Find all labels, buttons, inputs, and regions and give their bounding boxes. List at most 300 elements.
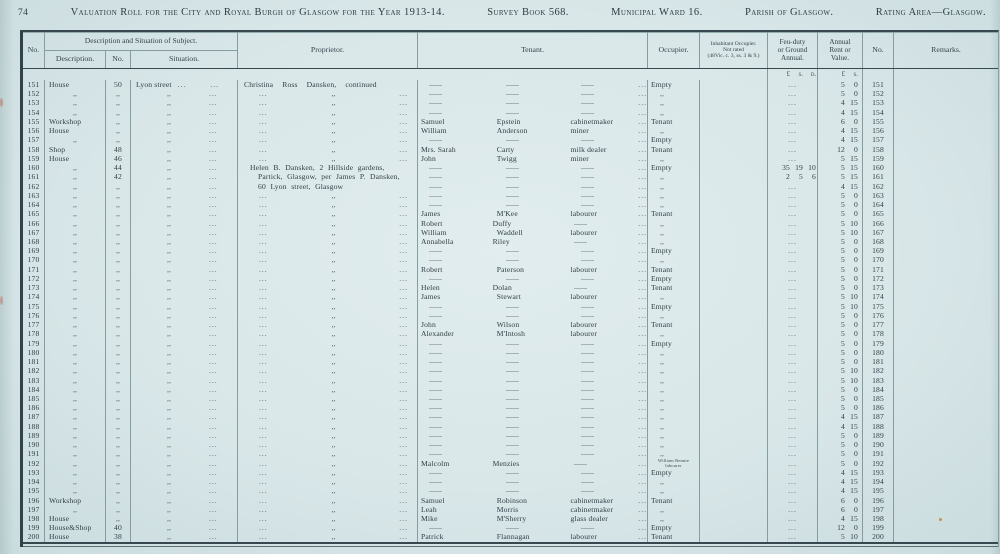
- cell-inhabitant-occupier: [700, 182, 768, 191]
- rent-shillings: 15: [850, 153, 858, 163]
- cell-feu-duty: [768, 108, 818, 117]
- dash-mark: —: [580, 449, 594, 459]
- cell-situation: [131, 172, 238, 181]
- rent-pounds: 5: [841, 366, 845, 376]
- continuation-dots: ...: [209, 477, 218, 487]
- cell-description: [45, 228, 106, 237]
- table-row: [23, 108, 998, 117]
- ditto-mark: ,,: [72, 338, 78, 348]
- continuation-dots: ...: [399, 227, 408, 237]
- header-proprietor: Proprietor.: [238, 32, 418, 68]
- continuation-dots: ...: [259, 89, 268, 99]
- continuation-dots: ...: [209, 236, 218, 246]
- cell-entry-no-right: [863, 219, 894, 228]
- continuation-dots: ...: [209, 144, 218, 154]
- description-text: House&Shop: [49, 523, 92, 533]
- tenant-surname: [494, 108, 569, 117]
- rent-pounds: 5: [841, 153, 845, 163]
- continuation-dots: ...: [638, 80, 647, 89]
- entry-number: 179: [872, 338, 884, 348]
- cell-occupier: [648, 117, 700, 126]
- continuation-dots: ...: [399, 329, 408, 339]
- entry-number: 185: [27, 393, 40, 403]
- ditto-mark: ,,: [72, 504, 78, 514]
- tenant-first-name: [418, 339, 494, 348]
- dash-mark: —: [580, 310, 594, 320]
- entry-number: 165: [872, 209, 884, 219]
- ditto-mark: ,,: [72, 440, 78, 450]
- entry-number: 162: [27, 181, 40, 191]
- tenant-surname: Paterson: [496, 264, 525, 274]
- dash-mark: —: [505, 172, 519, 182]
- continuation-dots: ...: [399, 523, 408, 533]
- continuation-dots: ...: [788, 126, 797, 136]
- cell-annual-rent: [818, 320, 863, 329]
- cell-description: [45, 98, 106, 107]
- ditto-mark: ,,: [167, 89, 172, 99]
- dash-mark: —: [429, 440, 443, 450]
- cell-occupier: [648, 292, 700, 301]
- ditto-mark: ,,: [167, 163, 172, 173]
- entry-number: 192: [872, 458, 884, 468]
- cell-inhabitant-occupier: [700, 274, 768, 283]
- ditto-mark: ,,: [331, 107, 336, 117]
- rent-pounds: 5: [841, 532, 845, 542]
- cell-entry-no-right: [863, 449, 894, 458]
- cell-street-no: [106, 385, 131, 394]
- cell-annual-rent: [818, 339, 863, 348]
- tenant-first-name: Samuel: [421, 116, 445, 126]
- header-street-no: No.: [106, 51, 131, 68]
- cell-entry-no: [23, 219, 45, 228]
- cell-feu-duty: [768, 339, 818, 348]
- cell-entry-no: [23, 385, 45, 394]
- entry-number: 185: [872, 393, 884, 403]
- tenant-surname: Stewart: [496, 292, 521, 302]
- tenant-first-name: [418, 486, 494, 495]
- rent-pounds: 6: [841, 116, 845, 126]
- continuation-dots: ...: [638, 135, 647, 145]
- cell-occupier: [648, 339, 700, 348]
- cell-feu-duty: [768, 145, 818, 154]
- tenant-trade: [569, 80, 639, 89]
- cell-tenant: [418, 523, 648, 532]
- cell-street-no: [106, 292, 131, 301]
- cell-entry-no: [23, 89, 45, 98]
- ditto-mark: ,,: [115, 181, 121, 191]
- tenant-surname: [494, 163, 569, 172]
- ditto-mark: ,,: [167, 181, 172, 191]
- tenant-first-name: [418, 302, 494, 311]
- cell-occupier: [648, 145, 700, 154]
- dash-mark: —: [580, 430, 594, 440]
- cell-inhabitant-occupier: [700, 246, 768, 255]
- dash-mark: —: [580, 486, 594, 496]
- tenant-first-name: Annabella: [421, 236, 454, 246]
- entry-number: 193: [872, 467, 884, 477]
- cell-entry-no: [23, 302, 45, 311]
- cell-proprietor: [238, 246, 418, 255]
- ditto-mark: ,,: [115, 384, 121, 394]
- occupier-text: Empty: [651, 246, 672, 256]
- cell-occupier: [648, 505, 700, 514]
- ditto-mark: ,,: [72, 449, 78, 459]
- ditto-mark: ,,: [331, 292, 336, 302]
- continuation-dots: ...: [638, 458, 647, 468]
- feu-pounds: 35: [782, 163, 790, 173]
- continuation-dots: ...: [788, 209, 797, 219]
- cell-annual-rent: [818, 329, 863, 338]
- dash-mark: —: [429, 181, 443, 191]
- tenant-surname: [494, 394, 569, 403]
- entry-number: 175: [27, 301, 40, 311]
- occupier-text: Tenant: [651, 532, 673, 542]
- cell-feu-duty: [768, 154, 818, 163]
- cell-entry-no-right: [863, 357, 894, 366]
- cell-entry-no-right: [863, 329, 894, 338]
- dash-mark: —: [580, 172, 594, 182]
- occupier-text: ,,: [660, 227, 665, 237]
- cell-remarks: [894, 496, 998, 505]
- entry-number: 169: [872, 246, 884, 256]
- cell-feu-duty: [768, 246, 818, 255]
- dash-mark: —: [505, 135, 519, 145]
- entry-number: 172: [872, 273, 884, 283]
- cell-proprietor: [238, 172, 418, 181]
- tenant-surname: [494, 431, 569, 440]
- continuation-dots: ...: [399, 126, 408, 136]
- table-row: [23, 126, 998, 135]
- continuation-dots: ...: [399, 440, 408, 450]
- ditto-mark: ,,: [331, 421, 336, 431]
- entry-number: 192: [27, 458, 40, 468]
- dash-mark: —: [429, 430, 443, 440]
- continuation-dots: ...: [788, 190, 797, 200]
- cell-annual-rent: [818, 357, 863, 366]
- table-row: [23, 486, 998, 495]
- ditto-mark: ,,: [167, 116, 172, 126]
- table-row: [23, 200, 998, 209]
- continuation-dots: ...: [788, 514, 797, 524]
- rent-shillings: 10: [850, 532, 858, 542]
- entry-number: 171: [872, 264, 884, 274]
- dash-mark: —: [580, 246, 594, 256]
- tenant-surname: [494, 422, 569, 431]
- dash-mark: —: [505, 80, 519, 89]
- cell-description: [45, 302, 106, 311]
- cell-situation: [131, 302, 238, 311]
- cell-street-no: [106, 191, 131, 200]
- continuation-dots: ...: [788, 218, 797, 228]
- tenant-first-name: [418, 422, 494, 431]
- occupier-text: ,,: [660, 190, 665, 200]
- continuation-dots: ...: [209, 375, 218, 385]
- cell-description: [45, 246, 106, 255]
- rent-shillings: 15: [850, 477, 858, 487]
- cell-annual-rent: [818, 348, 863, 357]
- cell-remarks: [894, 357, 998, 366]
- cell-tenant: [418, 126, 648, 135]
- cell-occupier: [648, 385, 700, 394]
- tenant-trade: [569, 255, 639, 264]
- table-row: [23, 422, 998, 431]
- cell-entry-no-right: [863, 191, 894, 200]
- dash-mark: —: [429, 449, 443, 459]
- header-remarks: Remarks.: [931, 44, 961, 54]
- table-row: [23, 376, 998, 385]
- cell-entry-no: [23, 357, 45, 366]
- continuation-dots: ...: [638, 255, 647, 265]
- entry-number: 152: [27, 89, 40, 99]
- ditto-mark: ,,: [167, 458, 172, 468]
- ditto-mark: ,,: [331, 126, 336, 136]
- rent-pounds: 5: [841, 163, 845, 173]
- header-no-right: No.: [863, 32, 894, 68]
- cell-situation: [131, 292, 238, 301]
- rent-shillings: 0: [854, 80, 858, 89]
- cell-feu-duty: [768, 394, 818, 403]
- dash-mark: —: [429, 403, 443, 413]
- cell-annual-rent: [818, 385, 863, 394]
- ditto-mark: ,,: [115, 440, 121, 450]
- occupier-text: ,,: [660, 310, 665, 320]
- cell-entry-no: [23, 265, 45, 274]
- cell-entry-no: [23, 80, 45, 89]
- tenant-first-name: Malcolm: [421, 458, 450, 468]
- ditto-mark: ,,: [72, 357, 78, 367]
- table-row: [23, 339, 998, 348]
- cell-occupier: [648, 348, 700, 357]
- scan-artifact: [0, 98, 3, 107]
- cell-remarks: [894, 154, 998, 163]
- rent-shillings: 15: [850, 486, 858, 496]
- occupier-text: ,,: [660, 366, 665, 376]
- cell-situation: [131, 228, 238, 237]
- ditto-mark: ,,: [115, 421, 121, 431]
- table-row: [23, 514, 998, 523]
- entry-number: 188: [27, 421, 40, 431]
- continuation-dots: ...: [259, 449, 268, 459]
- cell-entry-no-right: [863, 265, 894, 274]
- ditto-mark: ,,: [167, 495, 172, 505]
- rent-pounds: 5: [841, 246, 845, 256]
- table-row: [23, 523, 998, 532]
- tenant-first-name: [418, 394, 494, 403]
- continuation-dots: ...: [638, 153, 647, 163]
- tenant-first-name: Patrick: [421, 532, 444, 542]
- cell-entry-no: [23, 532, 45, 541]
- entry-number: 188: [872, 421, 884, 431]
- tenant-surname: Flannagan: [496, 532, 530, 542]
- ditto-mark: ,,: [331, 301, 336, 311]
- cell-tenant: [418, 431, 648, 440]
- cell-description: [45, 237, 106, 246]
- cell-entry-no-right: [863, 486, 894, 495]
- cell-entry-no-right: [863, 339, 894, 348]
- cell-annual-rent: [818, 80, 863, 89]
- cell-proprietor: [238, 209, 418, 218]
- cell-street-no: [106, 440, 131, 449]
- cell-street-no: [106, 246, 131, 255]
- ditto-mark: ,,: [167, 283, 172, 293]
- continuation-dots: ...: [638, 98, 647, 108]
- rent-shillings: 0: [854, 329, 858, 339]
- continuation-dots: ...: [259, 495, 268, 505]
- cell-description: [45, 357, 106, 366]
- cell-proprietor: [238, 117, 418, 126]
- ditto-mark: ,,: [331, 329, 336, 339]
- continuation-dots: ...: [399, 320, 408, 330]
- rent-shillings: 10: [850, 375, 858, 385]
- dash-mark: —: [505, 107, 519, 117]
- cell-proprietor: [238, 376, 418, 385]
- tenant-trade: [569, 302, 639, 311]
- cell-inhabitant-occupier: [700, 329, 768, 338]
- continuation-dots: ...: [788, 403, 797, 413]
- tenant-first-name: [418, 135, 494, 144]
- header-inhabitant-line1: Inhabitant Occupier.: [710, 40, 757, 47]
- cell-feu-duty: [768, 163, 818, 172]
- continuation-dots: ...: [638, 144, 647, 154]
- rent-pounds: 4: [841, 135, 845, 145]
- tenant-first-name: John: [421, 320, 436, 330]
- continuation-dots: ...: [399, 246, 408, 256]
- cell-remarks: [894, 191, 998, 200]
- cell-description: [45, 191, 106, 200]
- tenant-trade: [569, 274, 639, 283]
- cell-tenant: [418, 366, 648, 375]
- cell-remarks: [894, 412, 998, 421]
- entry-number: 180: [872, 347, 884, 357]
- cell-entry-no-right: [863, 348, 894, 357]
- cell-feu-duty: [768, 329, 818, 338]
- cell-situation: [131, 431, 238, 440]
- cell-description: [45, 403, 106, 412]
- dash-mark: —: [505, 163, 519, 173]
- cell-feu-duty: [768, 200, 818, 209]
- rent-pounds: 4: [841, 181, 845, 191]
- cell-situation: [131, 246, 238, 255]
- entry-number: 176: [872, 310, 884, 320]
- cell-description: [45, 163, 106, 172]
- cell-entry-no: [23, 422, 45, 431]
- continuation-dots: ...: [209, 523, 218, 533]
- continuation-dots: ...: [638, 467, 647, 477]
- street-number: 38: [114, 532, 122, 542]
- rent-pounds: 5: [841, 310, 845, 320]
- cell-entry-no-right: [863, 422, 894, 431]
- cell-annual-rent: [818, 366, 863, 375]
- ditto-mark: ,,: [167, 301, 172, 311]
- table-row: [23, 274, 998, 283]
- cell-feu-duty: [768, 89, 818, 98]
- table-row: [23, 292, 998, 301]
- continuation-dots: ...: [399, 190, 408, 200]
- ditto-mark: ,,: [72, 329, 78, 339]
- continuation-dots: ...: [259, 384, 268, 394]
- ditto-mark: ,,: [331, 310, 336, 320]
- occupier-text: Empty: [651, 273, 672, 283]
- tenant-first-name: [418, 449, 494, 458]
- cell-proprietor: [238, 394, 418, 403]
- scan-artifact: [0, 296, 3, 305]
- ditto-mark: ,,: [167, 329, 172, 339]
- entry-number: 168: [27, 236, 40, 246]
- cell-proprietor: [238, 422, 418, 431]
- entry-number: 166: [27, 218, 40, 228]
- cell-inhabitant-occupier: [700, 532, 768, 541]
- units-row: [23, 69, 998, 80]
- cell-tenant: [418, 339, 648, 348]
- cell-situation: [131, 265, 238, 274]
- cell-situation: [131, 440, 238, 449]
- rent-shillings: 0: [854, 440, 858, 450]
- cell-situation: [131, 486, 238, 495]
- cell-occupier: [648, 255, 700, 264]
- ditto-mark: ,,: [115, 292, 121, 302]
- cell-annual-rent: [818, 135, 863, 144]
- continuation-dots: ...: [638, 357, 647, 367]
- occupier-text: ,,: [660, 200, 665, 210]
- cell-entry-no: [23, 209, 45, 218]
- rent-pounds: 12: [837, 523, 845, 533]
- ditto-mark: ,,: [167, 292, 172, 302]
- cell-tenant: [418, 200, 648, 209]
- occupier-text: ,,: [660, 486, 665, 496]
- tenant-surname: [494, 412, 569, 421]
- cell-situation: [131, 348, 238, 357]
- continuation-dots: ...: [259, 107, 268, 117]
- rent-pounds: 4: [841, 421, 845, 431]
- continuation-dots: ...: [638, 181, 647, 191]
- tenant-first-name: [418, 255, 494, 264]
- tenant-surname: Anderson: [496, 126, 528, 136]
- rent-shillings: 15: [850, 467, 858, 477]
- continuation-dots: ...: [788, 181, 797, 191]
- entry-number: 170: [872, 255, 884, 265]
- occupier-text: Empty: [651, 80, 672, 89]
- tenant-first-name: [418, 412, 494, 421]
- dash-mark: —: [429, 467, 443, 477]
- continuation-dots: ...: [788, 264, 797, 274]
- ditto-mark: ,,: [72, 477, 78, 487]
- cell-proprietor: [238, 255, 418, 264]
- cell-remarks: [894, 209, 998, 218]
- entry-number: 168: [872, 236, 884, 246]
- occupier-text: ,,: [660, 421, 665, 431]
- tenant-trade: [569, 182, 639, 191]
- cell-inhabitant-occupier: [700, 126, 768, 135]
- cell-remarks: [894, 126, 998, 135]
- cell-inhabitant-occupier: [700, 237, 768, 246]
- continuation-dots: ...: [399, 357, 408, 367]
- continuation-dots: ...: [259, 514, 268, 524]
- continuation-dots: ...: [399, 89, 408, 99]
- cell-description: [45, 154, 106, 163]
- continuation-dots: ...: [259, 190, 268, 200]
- occupier-text: ,,: [660, 89, 665, 99]
- cell-situation: [131, 477, 238, 486]
- ditto-mark: ,,: [167, 412, 172, 422]
- rent-shillings: 10: [850, 227, 858, 237]
- tenant-surname: [494, 468, 569, 477]
- units-spacer-remarks: [894, 69, 998, 80]
- cell-tenant: [418, 394, 648, 403]
- entry-number: 157: [27, 135, 40, 145]
- continuation-dots: ...: [259, 486, 268, 496]
- cell-occupier: [648, 154, 700, 163]
- cell-remarks: [894, 422, 998, 431]
